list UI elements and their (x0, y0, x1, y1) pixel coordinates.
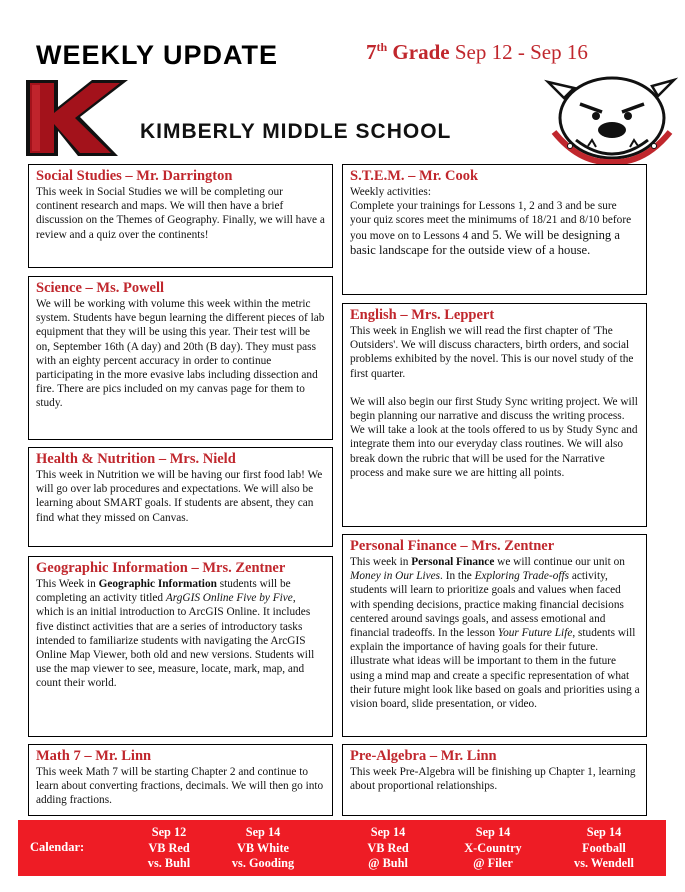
finance-text: This week in (350, 556, 412, 568)
math-body: This week Math 7 will be starting Chapter 2 and continue to learn about converting fractions, decimals. We will then go into adding fractions. (36, 766, 324, 807)
event-line-1: VB Red (148, 840, 190, 855)
event-line-2: @ Filer (473, 856, 513, 870)
calendar-event (550, 825, 658, 872)
event-line-1: Football (582, 840, 626, 855)
science-section (28, 276, 333, 440)
calendar-event (439, 825, 547, 872)
stem-section (342, 164, 647, 295)
calendar-event (334, 825, 442, 872)
event-line-2: vs. Wendell (574, 856, 634, 870)
science-body: We will be working with volume this week within the metric system. Students have begun learning the different pieces of lab equipment that they will be using this year. Their test will be on, September 16th (A day) and 20th (B day). They must pass with an eighty percent accuracy in order to continue participating in the more evasive labs including dissection and fire. There are pics included on my canvas page for them to study. (36, 298, 325, 410)
event-line-1: VB White (236, 840, 290, 855)
finance-text: activity, students will learn to prioritize goals and values when faced with spending decisions, practice making financial decisions centered around savings goals, and assess emotional and financial tradeoffs. In the lesson (350, 570, 624, 640)
geo-body (36, 577, 326, 691)
stem-body (350, 199, 640, 258)
health-nutrition-section (28, 447, 333, 547)
event-line-2: @ Buhl (368, 856, 408, 870)
event-date: Sep 12 (151, 825, 187, 839)
personal-finance-section (342, 534, 647, 737)
finance-text: . In the (440, 570, 475, 583)
english-title: English – Mrs. Leppert (350, 307, 495, 323)
finance-text: , students will explain the importance of having goals for their future. illustrate what ideas will be important to them in the future using a mind map and create a specific representation of what their future might look like based on goals and priorities using a vision board, slide presentation, or video. (350, 627, 640, 711)
finance-course-name: Personal Finance (411, 556, 495, 568)
finance-activity-name: Exploring Trade-offs (474, 570, 570, 583)
geo-text: , which is an initial introduction to ArcGIS Online. It includes five distinct activities that are a series of introductory tasks intended to familiarize students with navigating the ArcGIS Online Map Viewer, both old and new versions. Students will use the map viewer to see, measure, locate, mark, map, and count their world. (36, 592, 315, 690)
finance-unit-name: Money in Our Lives (350, 570, 441, 583)
stem-title: S.T.E.M. – Mr. Cook (350, 168, 479, 184)
social-studies-section (28, 164, 333, 268)
geo-text: This Week in (36, 578, 99, 590)
english-section (342, 303, 647, 527)
event-line-1: X-Country (464, 840, 522, 855)
page-title: WEEKLY UPDATE (36, 40, 279, 70)
event-date: Sep 14 (475, 825, 511, 839)
stem-text: Complete your trainings for Lessons 1, 2 and 3 and be sure your quiz scores meet the minimums of 18/21 and 8/10 before you move on to Lessons 4 (350, 200, 632, 242)
geo-activity-name: ArgGIS Online Five by Five (165, 592, 293, 605)
event-line-2: vs. Gooding (231, 856, 295, 870)
health-body: This week in Nutrition we will be having our first food lab! We will go over lab procedures and expectations. We will also be learning about SMART goals. If students are absent, they can find what they missed on Canvas. (36, 469, 323, 524)
school-name: KIMBERLY MIDDLE SCHOOL (140, 120, 452, 143)
pre-algebra-section (342, 744, 647, 816)
health-title: Health & Nutrition – Mrs. Nield (36, 451, 236, 467)
finance-lesson-name: Your Future Life (497, 627, 573, 640)
event-line-2: vs. Buhl (147, 856, 191, 870)
finance-text: we will continue our unit on (494, 556, 625, 568)
event-date: Sep 14 (370, 825, 406, 839)
science-title: Science – Ms. Powell (36, 280, 165, 296)
event-date: Sep 14 (586, 825, 622, 839)
math-7-section (28, 744, 333, 816)
calendar-bar (18, 820, 666, 876)
calendar-event (209, 825, 317, 872)
finance-title: Personal Finance – Mrs. Zentner (350, 538, 555, 554)
social-studies-body: This week in Social Studies we will be completing our continent research and maps. We will then have a brief discussion on the Themes of Geography. Finally, we will have a review and a quiz over the continents! (36, 186, 325, 241)
english-body-2: We will also begin our first Study Sync writing project. We will begin planning our narrative and discuss the writing process. We will take a look at the tools offered to us by Study Sync and integrate them into our everyday class routines. We will also break down the rubric that will be used for the Narrative process and make sure we are hitting all points. (350, 395, 638, 479)
event-date: Sep 14 (245, 825, 281, 839)
math-title: Math 7 – Mr. Linn (36, 748, 152, 764)
stem-text-large: and 5. We will be designing a basic landscape for the outside view of a house. (350, 227, 620, 257)
social-studies-title: Social Studies – Mr. Darrington (36, 168, 233, 184)
calendar-event (115, 825, 223, 872)
event-line-1: VB Red (367, 840, 409, 855)
geographic-information-section (28, 556, 333, 737)
bulldog-mascot-icon (540, 70, 680, 166)
finance-body (350, 555, 640, 711)
geo-text: students will be completing an activity titled (36, 578, 291, 605)
geo-title: Geographic Information – Mrs. Zentner (36, 560, 286, 576)
geo-course-name: Geographic Information (98, 578, 217, 590)
grade-number: 7 (366, 40, 377, 64)
grade-date-line (366, 40, 588, 65)
grade-word: Grade (387, 40, 450, 64)
date-range: Sep 12 - Sep 16 (449, 40, 588, 64)
english-body-1: This week in English we will read the first chapter of 'The Outsiders'. We will discuss characters, birth orders, and social problems exhibited by the novel. This is our novel study of the first quarter. (350, 325, 634, 380)
pre-algebra-body: This week Pre-Algebra will be finishing up Chapter 1, learning about proportional relationships. (350, 766, 636, 793)
grade-suffix: th (376, 40, 388, 54)
pre-algebra-title: Pre-Algebra – Mr. Linn (350, 748, 497, 764)
calendar-label: Calendar: (30, 840, 85, 854)
school-k-logo (22, 77, 134, 159)
stem-weekly-label: Weekly activities: (350, 186, 431, 198)
